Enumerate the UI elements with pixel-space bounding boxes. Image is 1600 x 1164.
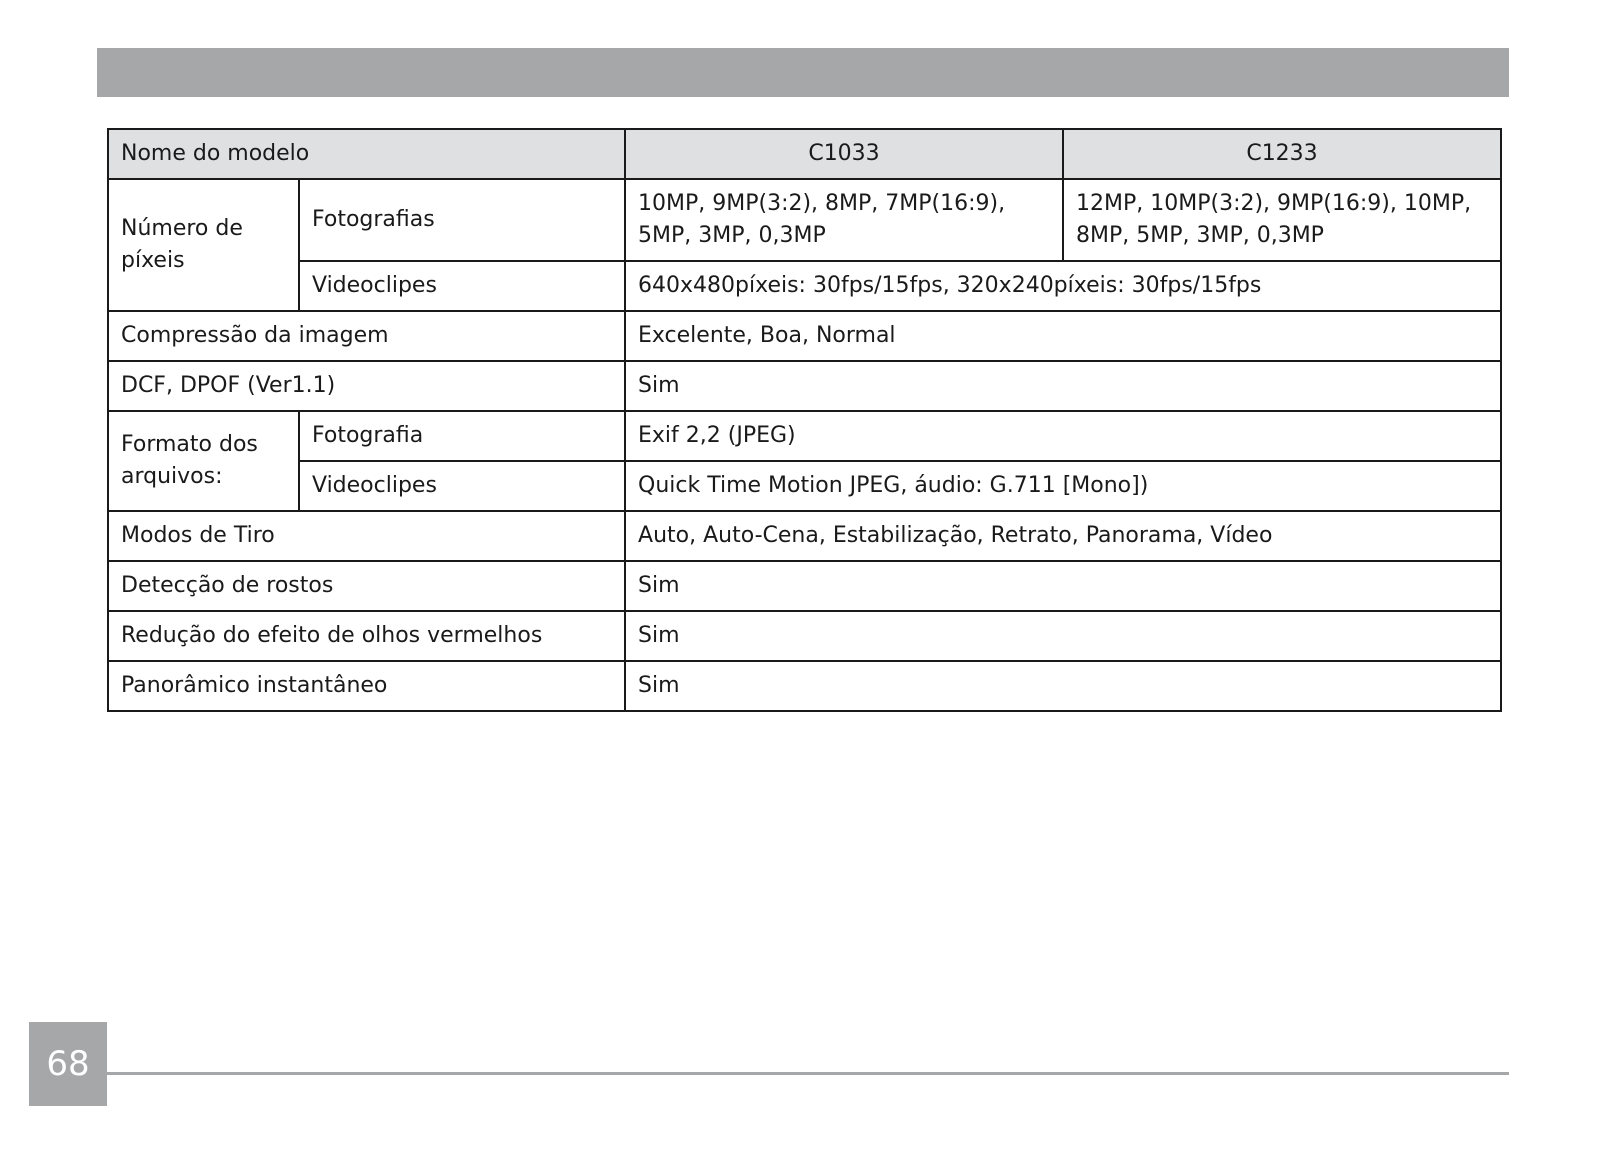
footer-rule: [107, 1072, 1509, 1075]
pixels-video-label: Videoclipes: [299, 261, 625, 311]
file-format-video-value: Quick Time Motion JPEG, áudio: G.711 [Mono]): [625, 461, 1501, 511]
pixels-photos-c1033-value: 10MP, 9MP(3:2), 8MP, 7MP(16:9), 5MP, 3MP, 0,3MP: [625, 179, 1063, 261]
table-row: [108, 561, 1501, 611]
model-c1233-heading: C1233: [1063, 129, 1501, 179]
file-format-video-label: Videoclipes: [299, 461, 625, 511]
dcf-value: Sim: [625, 361, 1501, 411]
table-row: [108, 361, 1501, 411]
face-detection-label: Detecção de rostos: [108, 561, 625, 611]
compression-value: Excelente, Boa, Normal: [625, 311, 1501, 361]
model-c1033-heading: C1033: [625, 129, 1063, 179]
shooting-modes-value: Auto, Auto-Cena, Estabilização, Retrato, Panorama, Vídeo: [625, 511, 1501, 561]
file-format-photo-label: Fotografia: [299, 411, 625, 461]
page-number: 68: [29, 1022, 107, 1106]
dcf-label: DCF, DPOF (Ver1.1): [108, 361, 625, 411]
file-format-label: Formato dos arquivos:: [108, 411, 299, 511]
table-row: [108, 661, 1501, 711]
table-row: [108, 311, 1501, 361]
face-detection-value: Sim: [625, 561, 1501, 611]
pixels-label: Número de píxeis: [108, 179, 299, 311]
table-row: [108, 261, 1501, 311]
compression-label: Compressão da imagem: [108, 311, 625, 361]
table-row: [108, 611, 1501, 661]
red-eye-value: Sim: [625, 611, 1501, 661]
pixels-photos-c1233-value: 12MP, 10MP(3:2), 9MP(16:9), 10MP, 8MP, 5MP, 3MP, 0,3MP: [1063, 179, 1501, 261]
file-format-photo-value: Exif 2,2 (JPEG): [625, 411, 1501, 461]
table-row: [108, 411, 1501, 461]
table-row: [108, 461, 1501, 511]
header-bar: [97, 48, 1509, 97]
shooting-modes-label: Modos de Tiro: [108, 511, 625, 561]
table-row: [108, 511, 1501, 561]
table-header-row: [108, 129, 1501, 179]
panorama-value: Sim: [625, 661, 1501, 711]
red-eye-label: Redução do efeito de olhos vermelhos: [108, 611, 625, 661]
model-name-label: Nome do modelo: [108, 129, 625, 179]
pixels-video-value: 640x480píxeis: 30fps/15fps, 320x240píxeis: 30fps/15fps: [625, 261, 1501, 311]
table-row: [108, 179, 1501, 261]
panorama-label: Panorâmico instantâneo: [108, 661, 625, 711]
pixels-photos-label: Fotografias: [299, 179, 625, 261]
spec-table: [107, 128, 1502, 712]
